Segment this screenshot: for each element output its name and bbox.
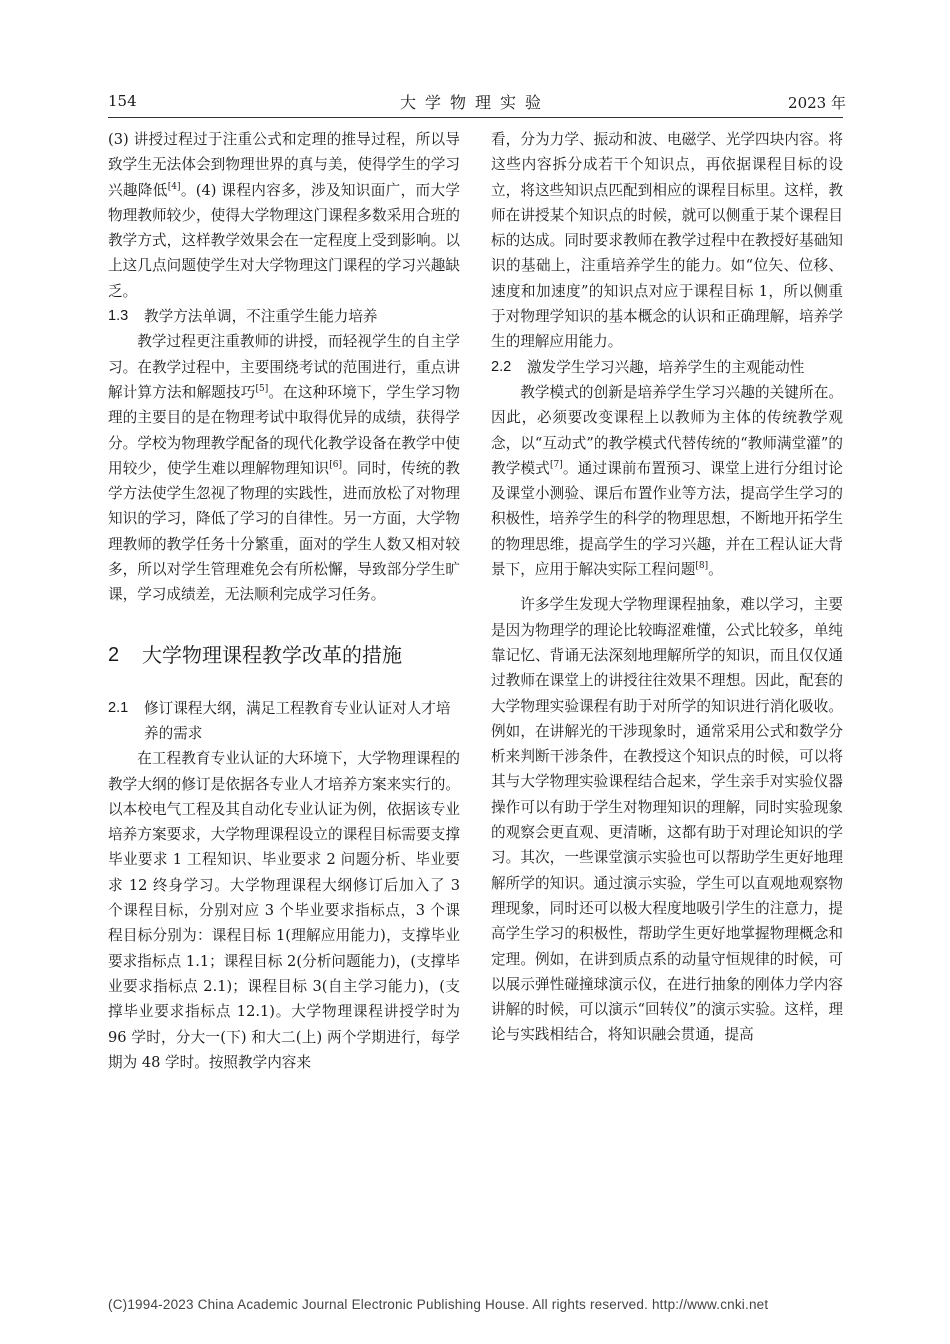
paragraph-interest-issues [108, 127, 460, 304]
left-column [108, 127, 460, 1075]
paragraph-teaching-method [108, 329, 460, 607]
section-number: 2.2 [491, 358, 512, 375]
paragraph-text: 。 [708, 561, 723, 579]
header-rule [108, 117, 843, 118]
page-number: 154 [108, 92, 137, 110]
chapter-heading-2 [108, 642, 460, 668]
section-heading-2-2 [491, 355, 843, 380]
journal-title: 大学物理实验 [399, 93, 550, 112]
paragraph-text: 。通过课前布置预习、课堂上进行分组讨论及课堂小测验、课后布置作业等方法，提高学生学习的积极性，培养学生的科学的物理思想，不断地开拓学生的物理思维，提高学生的学习兴趣，并在工程认证大背景下，应用于解决实际工程问题 [491, 459, 843, 579]
right-column [491, 127, 843, 1048]
paragraph-gap [491, 582, 843, 592]
section-heading-2-1 [108, 696, 460, 747]
paragraph-teaching-mode [491, 380, 843, 582]
citation-ref: [6] [329, 460, 342, 470]
page-header [0, 0, 950, 120]
paragraph-text: 。在这种环境下，学生学习物理的主要目的是在物理考试中取得优异的成绩，获得学分。学校为物理教学配备的现代化教学设备在教学中使用较少，使学生难以理解物理知识 [108, 383, 460, 477]
citation-ref: [4] [167, 181, 181, 192]
paragraph-syllabus [108, 746, 460, 1075]
publication-year: 2023 年 [788, 94, 846, 112]
chapter-number: 2 [108, 643, 120, 666]
citation-ref: [5] [255, 384, 269, 395]
section-number: 1.3 [108, 308, 129, 325]
citation-ref: [7] [550, 460, 563, 470]
paragraph-text: (3) 讲授过程过于注重公式和定理的推导过程，所以导致学生无法体会到物理世界的真与美，使得学生的学习兴趣降低 [108, 131, 460, 199]
section-title: 修订课程大纲，满足工程教育专业认证对人才培养的需求 [144, 699, 451, 742]
paragraph-text: 看，分为力学、振动和波、电磁学、光学四块内容。将这些内容拆分成若干个知识点，再依据课程目标的设立，将这些知识点匹配到相应的课程目标里。这样，教师在讲授某个知识点的时候，就可以侧重于某个课程目标的达成。同时要求教师在教学过程中在教授好基础知识的基础上，注重培养学生的能力。如“位矢、位移、速度和加速度”的知识点对应于课程目标 1，所以侧重于对物理学知识的基本概念的认识和正确理解，培养学生的理解应用能力。 [491, 131, 843, 351]
citation-ref: [8] [695, 561, 709, 572]
copyright-footer: (C)1994-2023 China Academic Journal Electronic Publishing House. All rights reserved. http://www.cnki.net [108, 1297, 769, 1312]
paragraph-text: 在工程教育专业认证的大环境下，大学物理课程的教学大纲的修订是依据各专业人才培养方案来实行的。以本校电气工程及其自动化专业认证为例，依据该专业培养方案要求，大学物理课程设立的课程目标需要支撑毕业要求 1 工程知识、毕业要求 2 问题分析、毕业要求 12 终身学习。大学物理课程大纲修订后加入了 3 个课程目标，分别对应 3 个毕业要求指标点，3 个课程目标分别为：课程目标 1(理解应用能力)，支撑毕业要求指标点 1.1；课程目标 2(分析问题能力)，(支撑毕业要求指标点 2.1)；课程目标 3(自主学习能力)，(支撑毕业要求指标点 12.1)。大学物理课程讲授学时为 96 学时，分大一(下) 和大二(上) 两个学期进行，每学期为 48 学时。按照教学内容来 [108, 750, 460, 1071]
section-title: 教学方法单调，不注重学生能力培养 [144, 308, 378, 326]
paragraph-text: 教学过程更注重教师的讲授，而轻视学生的自主学习。在教学过程中，主要围绕考试的范围进行，重点讲解计算方法和解题技巧 [108, 333, 460, 401]
paragraph-experiments [491, 592, 843, 1047]
section-number: 2.1 [108, 699, 129, 716]
paragraph-text: 。(4) 课程内容多，涉及知识面广，而大学物理教师较少，使得大学物理这门课程多数采用合班的教学方式，这样教学效果会在一定程度上受到影响。以上这几点问题使学生对大学物理这门课程的学习兴趣缺乏。 [108, 181, 460, 300]
section-heading-1-3 [108, 304, 460, 329]
paragraph-knowledge-points [491, 127, 843, 355]
section-title: 激发学生学习兴趣，培养学生的主观能动性 [527, 358, 805, 376]
chapter-title: 大学物理课程教学改革的措施 [142, 642, 402, 667]
paragraph-text: 许多学生发现大学物理课程抽象，难以学习，主要是因为物理学的理论比较晦涩难懂，公式比较多，单纯靠记忆、背诵无法深刻地理解所学的知识，而且仅仅通过教师在课堂上的讲授往往效果不理想。因此，配套的大学物理实验课程有助于对所学的知识进行消化吸收。例如，在讲解光的干涉现象时，通常采用公式和数学分析来判断干涉条件，在教授这个知识点的时候，可以将其与大学物理实验课程结合起来，学生亲手对实验仪器操作可以有助于学生对物理知识的理解，同时实验现象的观察会更直观、更清晰，这都有助于对理论知识的学习。其次，一些课堂演示实验也可以帮助学生更好地理解所学的知识。通过演示实验，学生可以直观地观察物理现象，同时还可以极大程度地吸引学生的注意力，提高学生学习的积极性，帮助学生更好地掌握物理概念和定理。例如，在讲到质点系的动量守恒规律的时候，可以展示弹性碰撞球演示仪，在进行抽象的刚体力学内容讲解的时候，可以演示“回转仪”的演示实验。这样，理论与实践相结合，将知识融会贯通，提高 [491, 596, 843, 1044]
paragraph-text: 。同时，传统的教学方法使学生忽视了物理的实践性，进而放松了对物理知识的学习，降低了学习的自律性。另一方面，大学物理教师的教学任务十分繁重，面对的学生人数又相对较多，所以对学生管理难免会有所松懈，导致部分学生旷课，学习成绩差，无法顺利完成学习任务。 [108, 459, 460, 604]
paragraph-text: 教学模式的创新是培养学生学习兴趣的关键所在。因此，必须要改变课程上以教师为主体的传统教学观念，以“互动式”的教学模式代替传统的“教师满堂灌”的教学模式 [491, 383, 843, 477]
